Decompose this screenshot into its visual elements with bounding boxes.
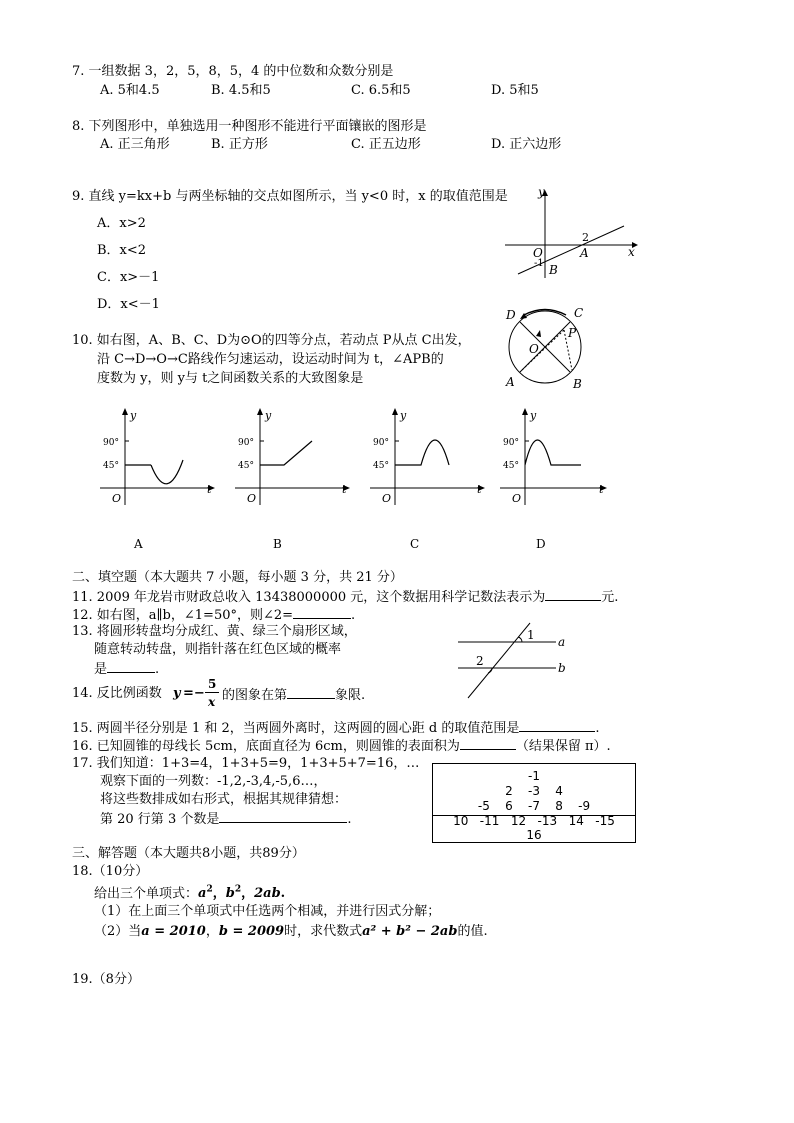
q10-graph-b-t: t bbox=[342, 483, 347, 496]
q9-x-label: x bbox=[628, 245, 635, 259]
q11 bbox=[72, 588, 618, 606]
q10-graph-c-y: y bbox=[400, 409, 407, 422]
q13-line1: 13. 将圆形转盘均分成红、黄、绿三个扇形区域， bbox=[72, 624, 357, 639]
q17-row-3: -5 6 -7 8 -9 bbox=[477, 799, 591, 813]
q12-text: 12. 如右图，a∥b，∠1=50°，则∠2= bbox=[72, 608, 294, 623]
q9-option-d: D．x<－1 bbox=[97, 297, 160, 312]
q13-line2: 随意转动转盘，则指针落在红色区域的概率 bbox=[94, 642, 342, 657]
q17-line4-text: 第 20 行第 3 个数是 bbox=[100, 812, 220, 827]
q10-line3: 度数为 y，则 y与 t之间函数关系的大致图象是 bbox=[97, 371, 364, 386]
q10-graph-c-origin: O bbox=[382, 492, 392, 505]
q15-blank bbox=[519, 719, 595, 732]
angle2-label: 2 bbox=[476, 654, 484, 668]
q18-comma: ， bbox=[205, 924, 219, 939]
q9-stem: 9. 直线 y=kx+b 与两坐标轴的交点如图所示，当 y<0 时，x 的取值范围是 bbox=[72, 189, 508, 204]
q9-option-b: B．x<2 bbox=[97, 243, 147, 258]
q10-graph-d-t: t bbox=[599, 483, 604, 496]
q14-numerator: 5 bbox=[208, 677, 217, 691]
q10-label-c: C bbox=[410, 537, 420, 551]
q18-head: 18.（10分） bbox=[72, 864, 149, 879]
q7-stem: 7. 一组数据 3，2，5，8，5，4 的中位数和众数分别是 bbox=[72, 64, 394, 79]
q10-graph-d-45: 45° bbox=[503, 461, 519, 471]
q10-point-a: A bbox=[506, 375, 515, 389]
q16 bbox=[72, 737, 611, 755]
q10-graph-a-45: 45° bbox=[103, 461, 119, 471]
section2-title: 二、填空题（本大题共 7 小题，每小题 3 分，共 21 分） bbox=[72, 570, 403, 585]
q10-graph-c bbox=[365, 405, 490, 505]
line-a-label: a bbox=[558, 635, 566, 649]
q10-graph-a-t: t bbox=[207, 483, 212, 496]
q10-graph-b-90: 90° bbox=[238, 438, 254, 448]
q10-label-a: A bbox=[134, 537, 143, 551]
q16-tail: （结果保留 π）. bbox=[515, 739, 611, 754]
q18-expression: a² + b² − 2ab bbox=[362, 924, 458, 939]
q7-option-b: B. 4.5和5 bbox=[211, 83, 271, 98]
q13-blank bbox=[107, 660, 155, 673]
q17-row-5: 16 bbox=[526, 828, 542, 842]
q17-row-2: 2 -3 4 bbox=[505, 784, 563, 798]
q11-text: 11. 2009 年龙岩市财政总收入 13438000000 元，这个数据用科学记数法表示为 bbox=[72, 590, 546, 605]
q10-graph-b bbox=[230, 405, 355, 505]
q10-graph-b-y: y bbox=[265, 409, 272, 422]
q10-circle-figure bbox=[500, 302, 600, 394]
q10-label-d: D bbox=[536, 537, 546, 551]
q10-line2: 沿 C→D→O→C路线作匀速运动，设运动时间为 t，∠APB的 bbox=[97, 352, 444, 367]
q18-monomial-2ab: 2ab bbox=[254, 886, 281, 902]
q9-point-b: B bbox=[549, 263, 558, 277]
q10-point-p: P bbox=[568, 326, 577, 340]
q14-mid bbox=[222, 686, 365, 704]
q18-monomial-b-exp: 2 bbox=[234, 885, 242, 895]
q8-option-c: C. 正五边形 bbox=[351, 137, 421, 152]
q10-graph-c-curve bbox=[395, 440, 449, 465]
q14-prefix: 14. 反比例函数 bbox=[72, 686, 162, 701]
q8-option-d: D. 正六边形 bbox=[491, 137, 562, 152]
q13-tail: . bbox=[155, 662, 160, 677]
q10-graph-b-origin: O bbox=[247, 492, 257, 505]
q8-option-a: A. 正三角形 bbox=[100, 137, 170, 152]
q12-parallel-lines-figure bbox=[452, 618, 572, 700]
q10-graph-c-90: 90° bbox=[373, 438, 389, 448]
q9-option-c: C．x>－1 bbox=[97, 270, 160, 285]
q9-line-figure bbox=[500, 186, 640, 281]
q18-monomial-a: a bbox=[198, 886, 207, 902]
q17-line1: 17. 我们知道：1+3=4，1+3+5=9，1+3+5+7=16，… bbox=[72, 756, 420, 771]
q10-line1: 10. 如右图，A、B、C、D为⊙O的四等分点，若动点 P从点 C出发， bbox=[72, 333, 471, 348]
q7-option-c: C. 6.5和5 bbox=[351, 83, 411, 98]
q10-point-c: C bbox=[574, 306, 584, 320]
q18-given: 给出三个单项式：$a^2$，$b^2$，2ab. bbox=[94, 885, 286, 902]
q18-part2 bbox=[94, 924, 488, 940]
q18-part2-tail: 的值. bbox=[457, 924, 488, 939]
q13-line3 bbox=[94, 660, 159, 678]
q10-graph-c-t: t bbox=[477, 483, 482, 496]
q10-graph-a-y: y bbox=[130, 409, 137, 422]
q8-stem: 8. 下列图形中，单独选用一种图形不能进行平面镶嵌的图形是 bbox=[72, 119, 427, 134]
q9-option-a: A．x>2 bbox=[97, 216, 146, 231]
q17-number-triangle bbox=[432, 763, 636, 816]
q10-graph-d bbox=[495, 405, 620, 505]
q10-graph-d-curve bbox=[525, 440, 581, 465]
q17-line3: 将这些数排成如右形式，根据其规律猜想： bbox=[100, 792, 348, 807]
q17-row-4: 10 -11 12 -13 14 -15 bbox=[453, 814, 615, 828]
q18-given-prefix: 给出三个单项式： bbox=[94, 886, 199, 902]
q10-graph-b-curve bbox=[260, 441, 312, 465]
q12-tail: . bbox=[351, 608, 356, 623]
q7-option-d: D. 5和5 bbox=[491, 83, 539, 98]
q11-blank bbox=[545, 588, 601, 601]
q10-path-arrow-1 bbox=[536, 330, 541, 337]
q9-point-a: A bbox=[580, 246, 589, 260]
angle1-arc bbox=[518, 637, 522, 642]
q18-monomial-b: b bbox=[225, 886, 235, 902]
q17-tail: . bbox=[347, 812, 352, 827]
q15-text: 15. 两圆半径分别是 1 和 2，当两圆外离时，这两圆的圆心距 d 的取值范围是 bbox=[72, 721, 520, 736]
q9-y-label: y bbox=[538, 186, 545, 199]
q15-tail: . bbox=[595, 721, 600, 736]
q17-line2: 观察下面的一列数：-1,2,-3,4,-5,6…， bbox=[100, 774, 327, 789]
q10-point-d: D bbox=[506, 308, 516, 322]
q17-blank bbox=[219, 810, 347, 823]
q14-tail: 象限. bbox=[335, 688, 366, 703]
q10-graph-b-45: 45° bbox=[238, 461, 254, 471]
q10-point-b: B bbox=[573, 377, 582, 391]
q16-text: 16. 已知圆锥的母线长 5cm，底面直径为 6cm，则圆锥的表面积为 bbox=[72, 739, 460, 754]
q10-label-b: B bbox=[273, 537, 282, 551]
q17-number-triangle-bottom bbox=[432, 816, 636, 843]
section3-title: 三、解答题（本大题共8小题，共89分） bbox=[72, 846, 305, 861]
line-b-label: b bbox=[558, 661, 566, 675]
q13-line3-text: 是 bbox=[94, 662, 108, 677]
q14-y: y bbox=[173, 686, 181, 701]
q10-graph-a-origin: O bbox=[112, 492, 122, 505]
q10-graph-d-90: 90° bbox=[503, 438, 519, 448]
q18-a-value: a = 2010 bbox=[141, 924, 206, 939]
q14-fraction-bar bbox=[205, 692, 219, 693]
q10-graph-a-90: 90° bbox=[103, 438, 119, 448]
q14-blank bbox=[287, 686, 335, 699]
q18-part2-prefix: （2）当 bbox=[94, 924, 142, 939]
q11-tail: 元. bbox=[601, 590, 619, 605]
q10-point-o: O bbox=[529, 342, 539, 356]
angle1-label: 1 bbox=[527, 628, 535, 642]
q9-origin-label: O bbox=[533, 246, 543, 260]
q18-part1: （1）在上面三个单项式中任选两个相减，并进行因式分解； bbox=[94, 904, 441, 919]
q8-option-b: B. 正方形 bbox=[211, 137, 268, 152]
q18-b-value: b = 2009 bbox=[218, 924, 285, 939]
q10-graph-d-y: y bbox=[530, 409, 537, 422]
q12-blank bbox=[293, 606, 351, 619]
q9-two-label: 2 bbox=[582, 231, 589, 244]
q10-graph-d-origin: O bbox=[512, 492, 522, 505]
q7-option-a: A. 5和4.5 bbox=[100, 83, 160, 98]
q15 bbox=[72, 719, 599, 737]
q17-row-1: -1 bbox=[528, 769, 540, 783]
q14-mid-text: 的图象在第 bbox=[222, 688, 288, 703]
q18-monomial-a-exp: 2 bbox=[206, 885, 213, 895]
q10-graph-a bbox=[95, 405, 220, 505]
q17-line4 bbox=[100, 810, 351, 828]
q14-denominator: x bbox=[208, 695, 216, 709]
q10-graph-c-45: 45° bbox=[373, 461, 389, 471]
q18-part2-mid: 时，求代数式 bbox=[284, 924, 363, 939]
q16-blank bbox=[460, 737, 516, 750]
q19-head: 19.（8分） bbox=[72, 972, 140, 987]
q9-minus-one-label: -1 bbox=[534, 258, 544, 269]
q12 bbox=[72, 606, 355, 624]
angle2-arc bbox=[488, 668, 492, 673]
q14-eq: =− bbox=[183, 686, 205, 701]
